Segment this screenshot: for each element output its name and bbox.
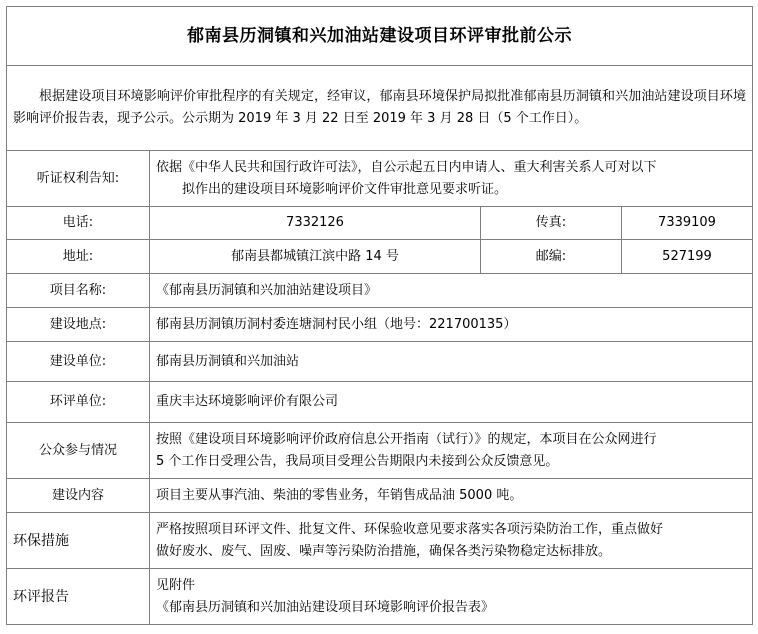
builder-value: 郁南县历洞镇和兴加油站 xyxy=(150,342,753,382)
project-name-row xyxy=(7,274,753,308)
postcode-value: 527199 xyxy=(622,240,753,274)
report-row xyxy=(7,569,753,625)
location-value: 郁南县历洞镇历洞村委连塘洞村民小组（地号：221700135） xyxy=(150,308,753,342)
content-row xyxy=(7,479,753,513)
protection-line-2: 做好废水、废气、固废、噪声等污染防治措施，确保各类污染物稳定达标排放。 xyxy=(156,543,612,559)
participation-label: 公众参与情况 xyxy=(7,423,150,479)
participation-text xyxy=(150,423,753,479)
participation-line-1: 按照《建设项目环境影响评价政府信息公开指南（试行）》的规定，本项目在公众网进行 xyxy=(156,431,657,447)
protection-row xyxy=(7,513,753,569)
title-row xyxy=(7,7,753,66)
location-label: 建设地点: xyxy=(7,308,150,342)
phone-value: 7332126 xyxy=(150,207,481,240)
phone-row xyxy=(7,207,753,240)
protection-label: 环保措施 xyxy=(7,513,150,569)
fax-label: 传真: xyxy=(481,207,622,240)
hearing-row xyxy=(7,151,753,207)
project-name-value: 《郁南县历洞镇和兴加油站建设项目》 xyxy=(150,274,753,308)
eia-unit-value: 重庆丰达环境影响评价有限公司 xyxy=(150,382,753,423)
address-value: 郁南县都城镇江滨中路 14 号 xyxy=(150,240,481,274)
hearing-line-2: 拟作出的建设项目环境影响评价文件审批意见要求听证。 xyxy=(182,181,508,197)
hearing-text xyxy=(150,151,753,207)
report-text xyxy=(150,569,753,625)
content-label: 建设内容 xyxy=(7,479,150,513)
report-label: 环评报告 xyxy=(7,569,150,625)
address-row xyxy=(7,240,753,274)
intro-text: 根据建设项目环境影响评价审批程序的有关规定，经审议，郁南县环境保护局拟批准郁南县历洞镇和兴加油站建设项目环境影响评价报告表，现予公示。公示期为 2019 年 3 月 22 日至 2019 年 3 月 28 日（5 个工作日）。 xyxy=(7,66,753,151)
participation-row xyxy=(7,423,753,479)
project-name-label: 项目名称: xyxy=(7,274,150,308)
notice-title: 郁南县历洞镇和兴加油站建设项目环评审批前公示 xyxy=(7,7,753,66)
phone-label: 电话: xyxy=(7,207,150,240)
notice-table xyxy=(6,6,753,625)
builder-label: 建设单位: xyxy=(7,342,150,382)
hearing-label: 听证权利告知: xyxy=(7,151,150,207)
builder-row xyxy=(7,342,753,382)
fax-value: 7339109 xyxy=(622,207,753,240)
postcode-label: 邮编: xyxy=(481,240,622,274)
hearing-line-1: 依据《中华人民共和国行政许可法》，自公示起五日内申请人、重大利害关系人可对以下 xyxy=(156,159,657,175)
report-attachment-link[interactable]: 《郁南县历洞镇和兴加油站建设项目环境影响评价报告表》 xyxy=(156,599,495,615)
intro-row xyxy=(7,66,753,151)
protection-text xyxy=(150,513,753,569)
eia-unit-label: 环评单位: xyxy=(7,382,150,423)
participation-line-2: 5 个工作日受理公告，我局项目受理公告期限内未接到公众反馈意见。 xyxy=(156,453,559,469)
report-line-1: 见附件 xyxy=(156,577,196,593)
location-row xyxy=(7,308,753,342)
content-value: 项目主要从事汽油、柴油的零售业务，年销售成品油 5000 吨。 xyxy=(150,479,753,513)
protection-line-1: 严格按照项目环评文件、批复文件、环保验收意见要求落实各项污染防治工作，重点做好 xyxy=(156,521,664,537)
address-label: 地址: xyxy=(7,240,150,274)
eia-unit-row xyxy=(7,382,753,423)
